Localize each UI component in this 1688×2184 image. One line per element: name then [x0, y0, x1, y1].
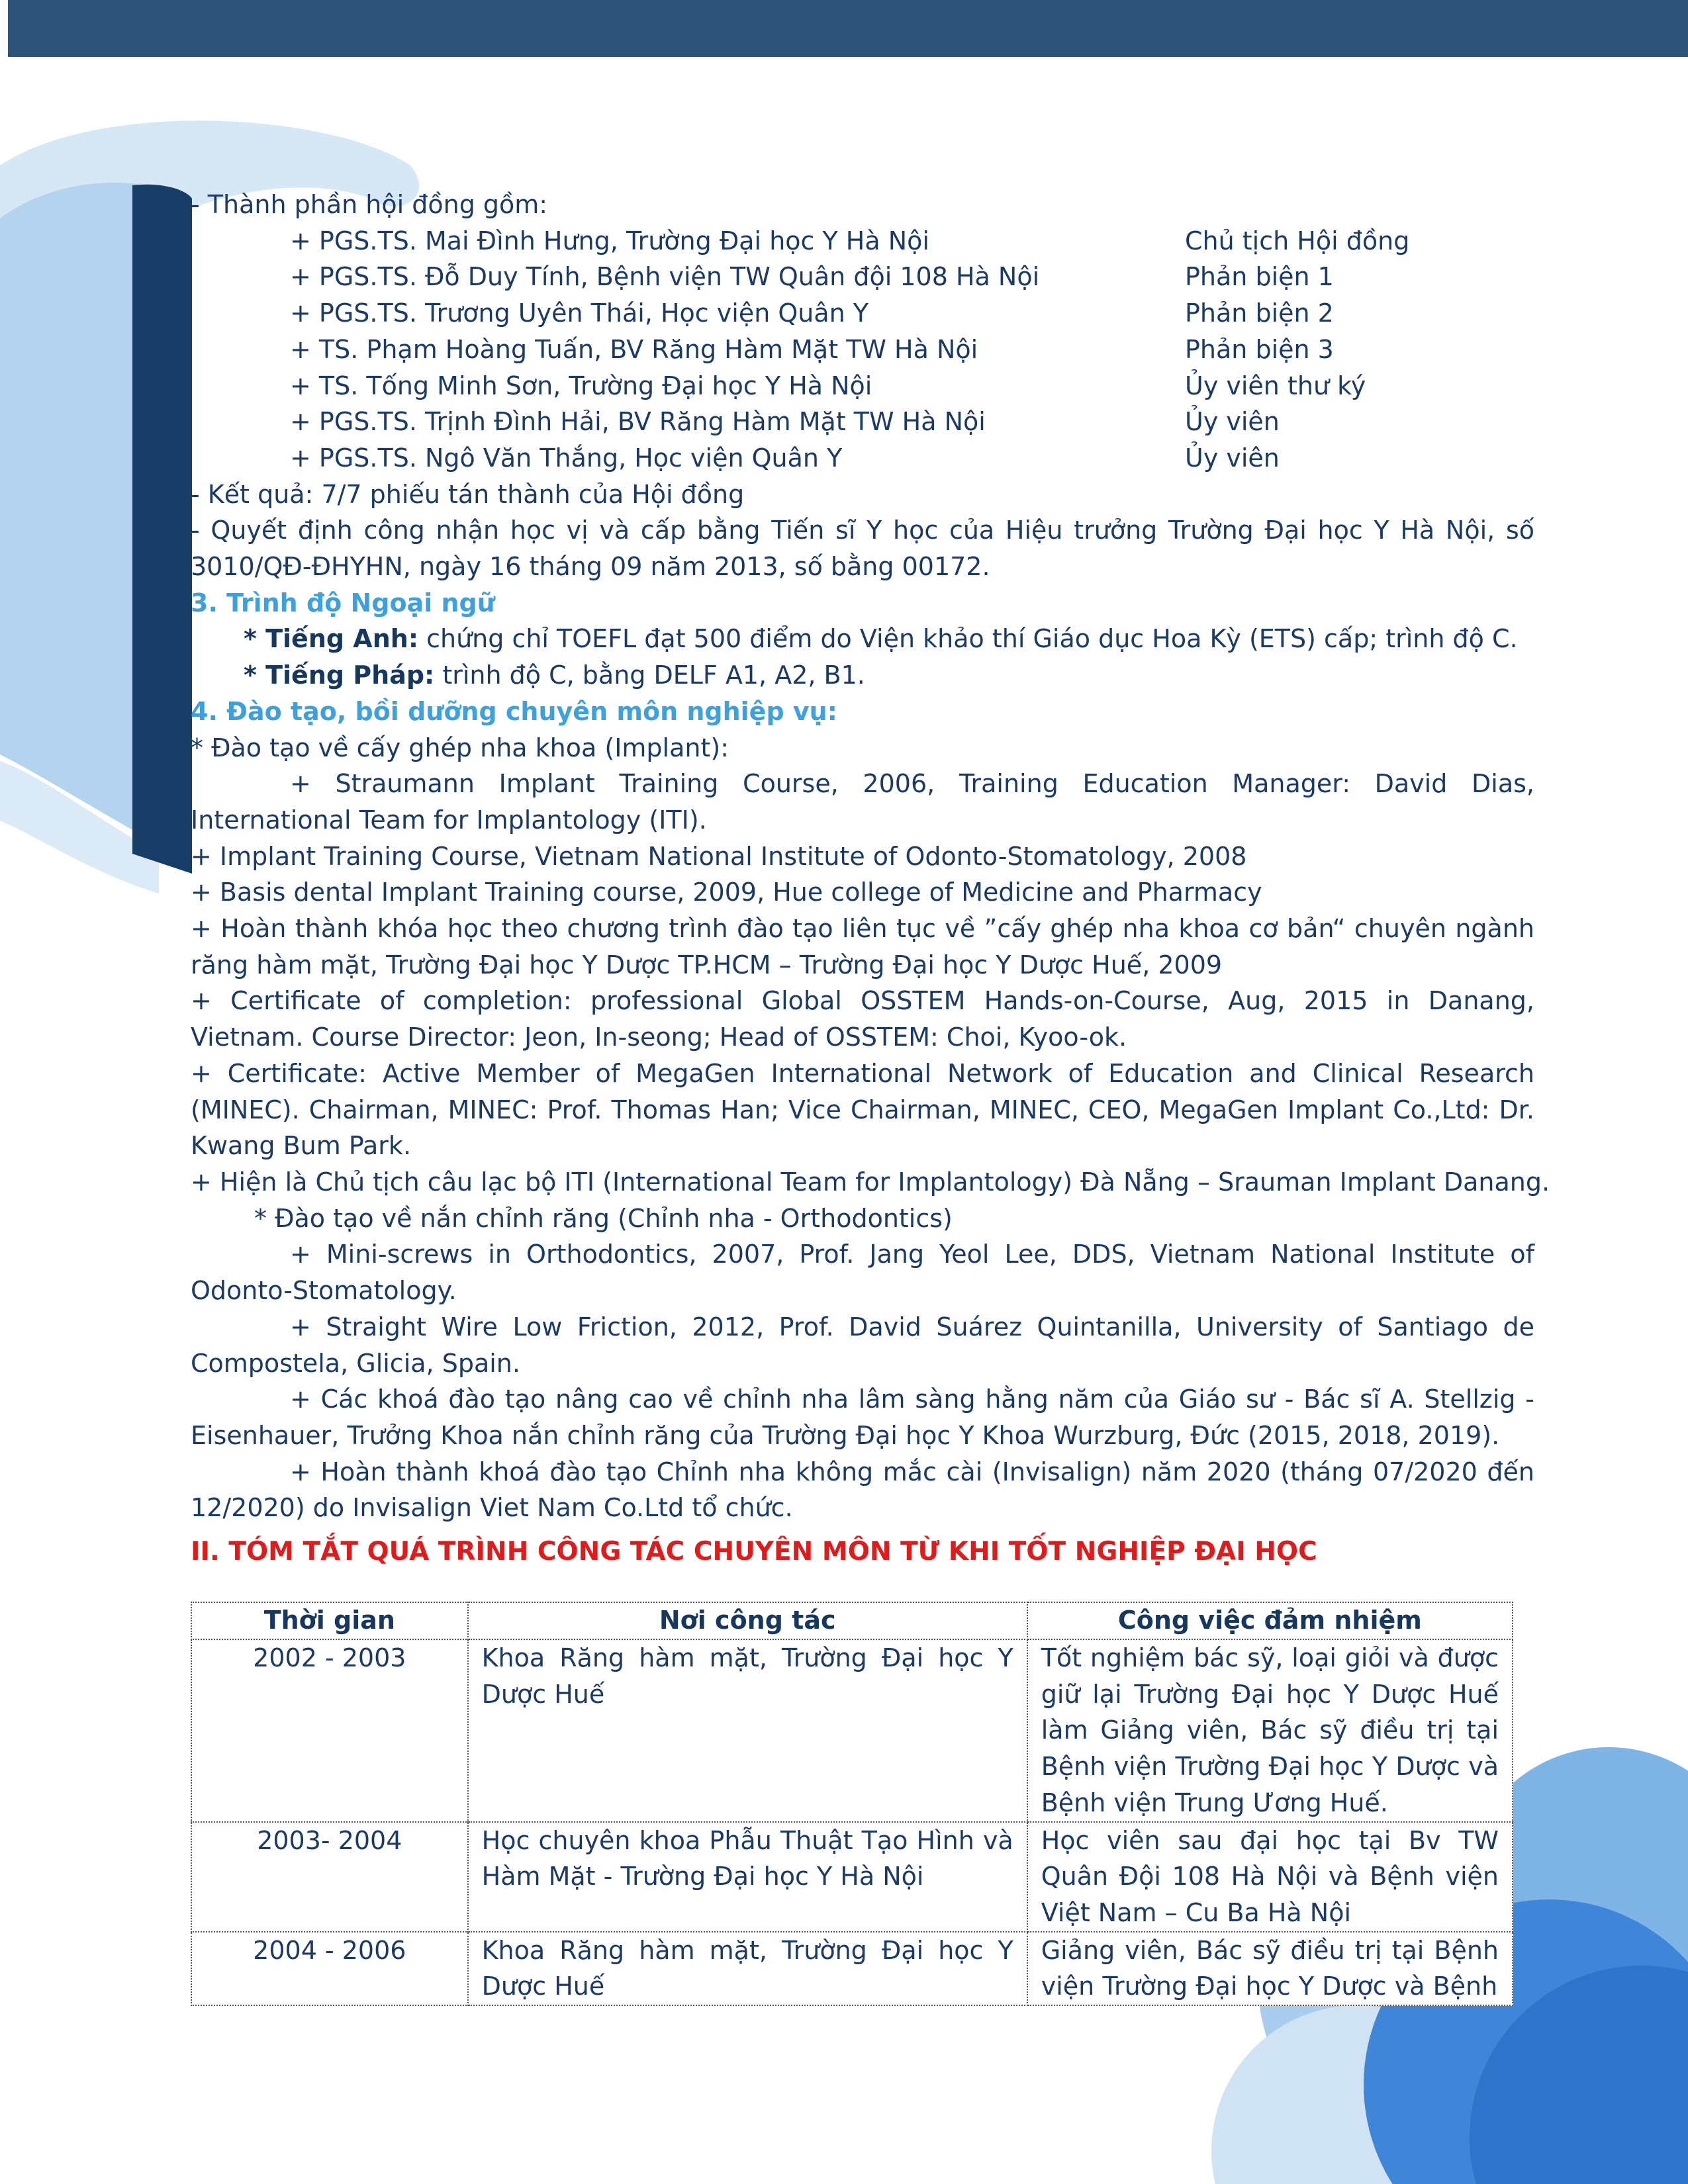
cell-place: Học chuyên khoa Phẫu Thuật Tạo Hình và Hàm Mặt - Trường Đại học Y Hà Nội	[468, 1822, 1027, 1932]
council-member-row	[191, 259, 1534, 295]
council-member-row	[191, 440, 1534, 477]
column-header-place: Nơi công tác	[468, 1602, 1027, 1639]
council-member-role: Phản biện 1	[1185, 262, 1334, 292]
council-member-name: + PGS.TS. Trịnh Đình Hải, BV Răng Hàm Mặt TW Hà Nội	[290, 407, 986, 437]
council-member-name: + TS. Tống Minh Sơn, Trường Đại học Y Hà Nội	[290, 371, 872, 400]
implant-training-title: * Đào tạo về cấy ghép nha khoa (Implant):	[191, 733, 729, 762]
french-label: * Tiếng Pháp:	[244, 660, 435, 690]
column-header-job: Công việc đảm nhiệm	[1027, 1602, 1513, 1639]
languages-heading: 3. Trình độ Ngoại ngữ	[191, 588, 495, 617]
cell-job: Học viên sau đại học tại Bv TW Quân Đội 108 Hà Nội và Bệnh viện Việt Nam – Cu Ba Hà Nội	[1027, 1822, 1513, 1932]
training-straumann: + Straumann Implant Training Course, 2006, Training Education Manager: David Dias, International Team for Implantology (ITI).	[191, 769, 1534, 835]
council-member-row	[191, 404, 1534, 440]
table-row	[191, 1822, 1513, 1932]
table-row	[191, 1932, 1513, 2005]
cell-time: 2003- 2004	[191, 1822, 468, 1932]
council-result: - Kết quả: 7/7 phiếu tán thành của Hội đồng	[191, 479, 745, 509]
council-member-role: Phản biện 2	[1185, 298, 1334, 328]
council-member-role: Ủy viên	[1185, 407, 1280, 437]
training-osstem: + Certificate of completion: professional Global OSSTEM Hands-on-Course, Aug, 2015 in Danang, Vietnam. Course Director: Jeon, In-seong; Head of OSSTEM: Choi, Kyoo-ok.	[191, 986, 1534, 1052]
training-invisalign: + Hoàn thành khoá đào tạo Chỉnh nha không mắc cài (Invisalign) năm 2020 (tháng 07/2020 đến 12/2020) do Invisalign Viet Nam Co.Ltd tổ chức.	[191, 1457, 1534, 1523]
cell-place: Khoa Răng hàm mặt, Trường Đại học Y Dược Huế	[468, 1639, 1027, 1822]
career-heading: II. TÓM TẮT QUÁ TRÌNH CÔNG TÁC CHUYÊN MÔN TỪ KHI TỐT NGHIỆP ĐẠI HỌC	[191, 1537, 1317, 1567]
training-continuous: + Hoàn thành khóa học theo chương trình đào tạo liên tục về ”cấy ghép nha khoa cơ bản“ chuyên ngành răng hàm mặt, Trường Đại học Y Dược TP.HCM – Trường Đại học Y Dược Huế, 2009	[191, 914, 1534, 979]
council-members	[191, 223, 1534, 477]
training-iti: + Hiện là Chủ tịch câu lạc bộ ITI (International Team for Implantology) Đà Nẵng – Srauman Implant Danang.	[191, 1167, 1550, 1197]
training-minec: + Certificate: Active Member of MegaGen International Network of Education and Clinical Research (MINEC). Chairman, MINEC: Prof. Thomas Han; Vice Chairman, MINEC, CEO, MegaGen Implant Co.,Ltd: Dr. Kwang Bum Park.	[191, 1058, 1534, 1161]
training-implant-course: + Implant Training Course, Vietnam National Institute of Odonto-Stomatology, 2008	[191, 841, 1247, 871]
council-member-name: + PGS.TS. Trương Uyên Thái, Học viện Quân Y	[290, 298, 869, 328]
council-member-row	[191, 368, 1534, 404]
cell-place: Khoa Răng hàm mặt, Trường Đại học Y Dược Huế	[468, 1932, 1027, 2005]
council-member-name: + PGS.TS. Đỗ Duy Tính, Bệnh viện TW Quân đội 108 Hà Nội	[290, 262, 1040, 292]
council-member-role: Ủy viên thư ký	[1185, 371, 1366, 400]
council-member-name: + PGS.TS. Mai Đình Hưng, Trường Đại học Y Hà Nội	[290, 226, 929, 255]
training-heading: 4. Đào tạo, bồi dưỡng chuyên môn nghiệp vụ:	[191, 696, 837, 726]
council-decision-line-1: - Quyết định công nhận học vị và cấp bằng Tiến sĩ Y học của Hiệu trưởng Trường Đại học Y Hà Nội, số	[191, 516, 1534, 545]
council-intro: - Thành phần hội đồng gồm:	[191, 190, 548, 219]
english-label: * Tiếng Anh:	[244, 624, 419, 654]
council-member-name: + PGS.TS. Ngô Văn Thắng, Học viện Quân Y	[290, 443, 843, 473]
cell-time: 2004 - 2006	[191, 1932, 468, 2005]
council-member-row	[191, 295, 1534, 332]
english-text: chứng chỉ TOEFL đạt 500 điểm do Viện khảo thí Giáo dục Hoa Kỳ (ETS) cấp; trình độ C.	[418, 624, 1518, 654]
council-decision-line-2: 3010/QĐ-ĐHYHN, ngày 16 tháng 09 năm 2013, số bằng 00172.	[191, 552, 990, 582]
training-straight-wire: + Straight Wire Low Friction, 2012, Prof. David Suárez Quintanilla, University of Santiago de Compostela, Glicia, Spain.	[191, 1312, 1534, 1378]
council-member-row	[191, 332, 1534, 368]
training-miniscrews: + Mini-screws in Orthodontics, 2007, Prof. Jang Yeol Lee, DDS, Vietnam National Institute of Odonto-Stomatology.	[191, 1240, 1534, 1306]
council-member-role: Ủy viên	[1185, 443, 1280, 473]
cell-time: 2002 - 2003	[191, 1639, 468, 1822]
training-basis-course: + Basis dental Implant Training course, 2009, Hue college of Medicine and Pharmacy	[191, 878, 1262, 907]
council-member-name: + TS. Phạm Hoàng Tuấn, BV Răng Hàm Mặt TW Hà Nội	[290, 334, 978, 364]
training-stellzig: + Các khoá đào tạo nâng cao về chỉnh nha lâm sàng hằng năm của Giáo sư - Bác sĩ A. Stellzig - Eisenhauer, Trưởng Khoa nắn chỉnh răng của Trường Đại học Y Khoa Wurzburg, Đức (2015, 2018, 2019).	[191, 1385, 1534, 1450]
career-table	[191, 1602, 1513, 2006]
column-header-time: Thời gian	[191, 1602, 468, 1639]
cell-job: Tốt nghiệm bác sỹ, loại giỏi và được giữ lại Trường Đại học Y Dược Huế làm Giảng viên, Bác sỹ điều trị tại Bệnh viện Trường Đại học Y Dược và Bệnh viện Trung Ương Huế.	[1027, 1639, 1513, 1822]
ortho-training-title: * Đào tạo về nắn chỉnh răng (Chỉnh nha - Orthodontics)	[254, 1203, 953, 1233]
french-text: trình độ C, bằng DELF A1, A2, B1.	[434, 660, 865, 690]
cell-job: Giảng viên, Bác sỹ điều trị tại Bệnh viện Trường Đại học Y Dược và Bệnh	[1027, 1932, 1513, 2005]
document-body	[191, 187, 1550, 1570]
table-row	[191, 1639, 1513, 1822]
council-member-role: Chủ tịch Hội đồng	[1185, 226, 1410, 255]
council-member-role: Phản biện 3	[1185, 334, 1334, 364]
council-member-row	[191, 223, 1534, 259]
french-item	[191, 657, 1534, 694]
english-item	[191, 621, 1534, 657]
table-header-row	[191, 1602, 1513, 1639]
